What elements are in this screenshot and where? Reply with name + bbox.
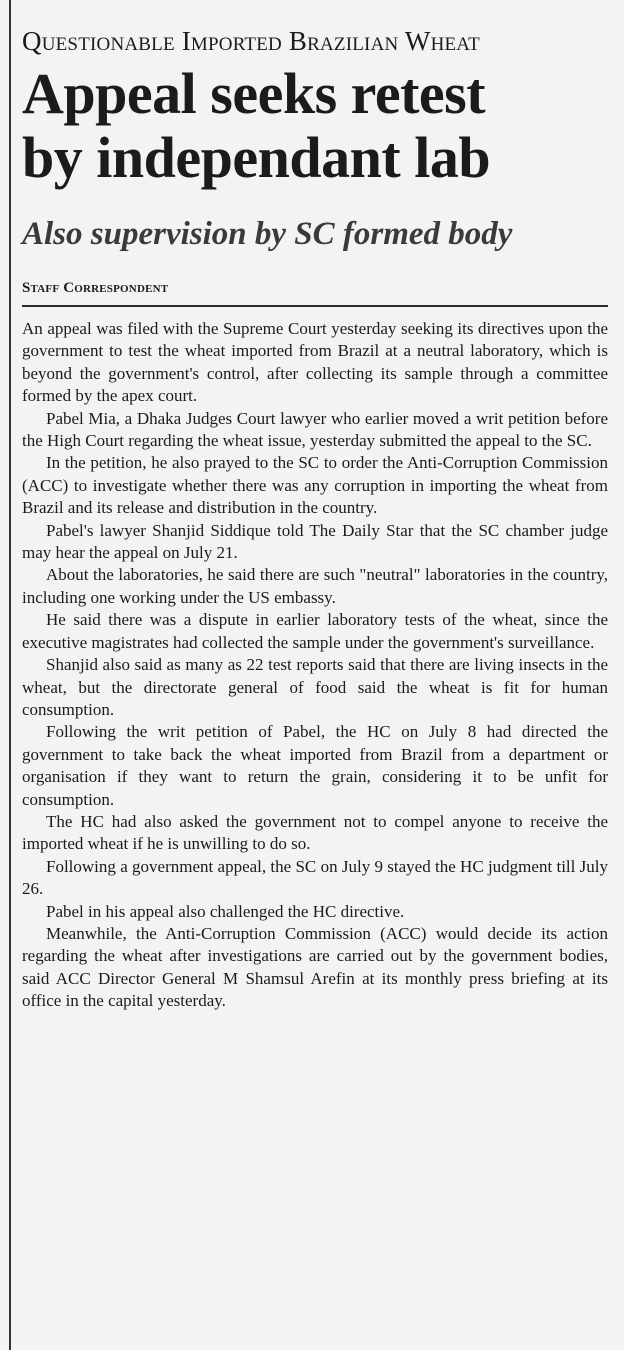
article-subhead: Also supervision by SC formed body	[22, 216, 513, 252]
column-rule	[9, 0, 11, 1350]
byline: Staff Correspondent	[22, 280, 169, 296]
paragraph: Pabel in his appeal also challenged the HC directive.	[46, 901, 405, 921]
paragraph: In the petition, he also prayed to the SC to order the Anti-Corruption Commission (ACC) to investigate whether there was any corruption in importing the wheat from Brazil and its release and distribution in the country.	[22, 453, 608, 518]
paragraph: Shanjid also said as many as 22 test reports said that there are living insects in the wheat, but the directorate general of food said the wheat is fit for human consumption.	[22, 655, 608, 719]
paragraph: Pabel Mia, a Dhaka Judges Court lawyer who earlier moved a writ petition before the High Court regarding the wheat issue, yesterday submitted the appeal to the SC.	[22, 408, 608, 451]
byline-divider	[22, 305, 608, 307]
article-body	[22, 318, 608, 1013]
paragraph: Pabel's lawyer Shanjid Siddique told The Daily Star that the SC chamber judge may hear the appeal on July 21.	[22, 520, 608, 563]
paragraph: The HC had also asked the government not to compel anyone to receive the imported wheat if he is unwilling to do so.	[22, 811, 608, 854]
paragraph: An appeal was filed with the Supreme Court yesterday seeking its directives upon the government to test the wheat imported from Brazil at a neutral laboratory, which is beyond the government's control, after collecting its sample through a committee formed by the apex court.	[22, 319, 608, 406]
paragraph: He said there was a dispute in earlier laboratory tests of the wheat, since the executive magistrates had collected the sample under the government's surveillance.	[22, 610, 608, 652]
article-kicker: Questionable Imported Brazilian Wheat	[22, 26, 480, 56]
article-headline	[22, 62, 610, 190]
headline-line-1: Appeal seeks retest	[22, 61, 486, 126]
paragraph: Meanwhile, the Anti-Corruption Commission (ACC) would decide its action regarding the wheat after investigations are carried out by the government bodies, said ACC Director General M Shamsul Arefin at its monthly press briefing at its office in the capital yesterday.	[22, 923, 608, 1011]
paragraph: Following a government appeal, the SC on July 9 stayed the HC judgment till July 26.	[22, 856, 608, 899]
paragraph: Following the writ petition of Pabel, the HC on July 8 had directed the government to take back the wheat imported from Brazil from a department or organisation if they want to return the grain, considering it to be unfit for consumption.	[22, 722, 608, 809]
paragraph: About the laboratories, he said there are such "neutral" laboratories in the country, including one working under the US embassy.	[22, 565, 608, 607]
headline-line-2: by independant lab	[22, 125, 491, 190]
